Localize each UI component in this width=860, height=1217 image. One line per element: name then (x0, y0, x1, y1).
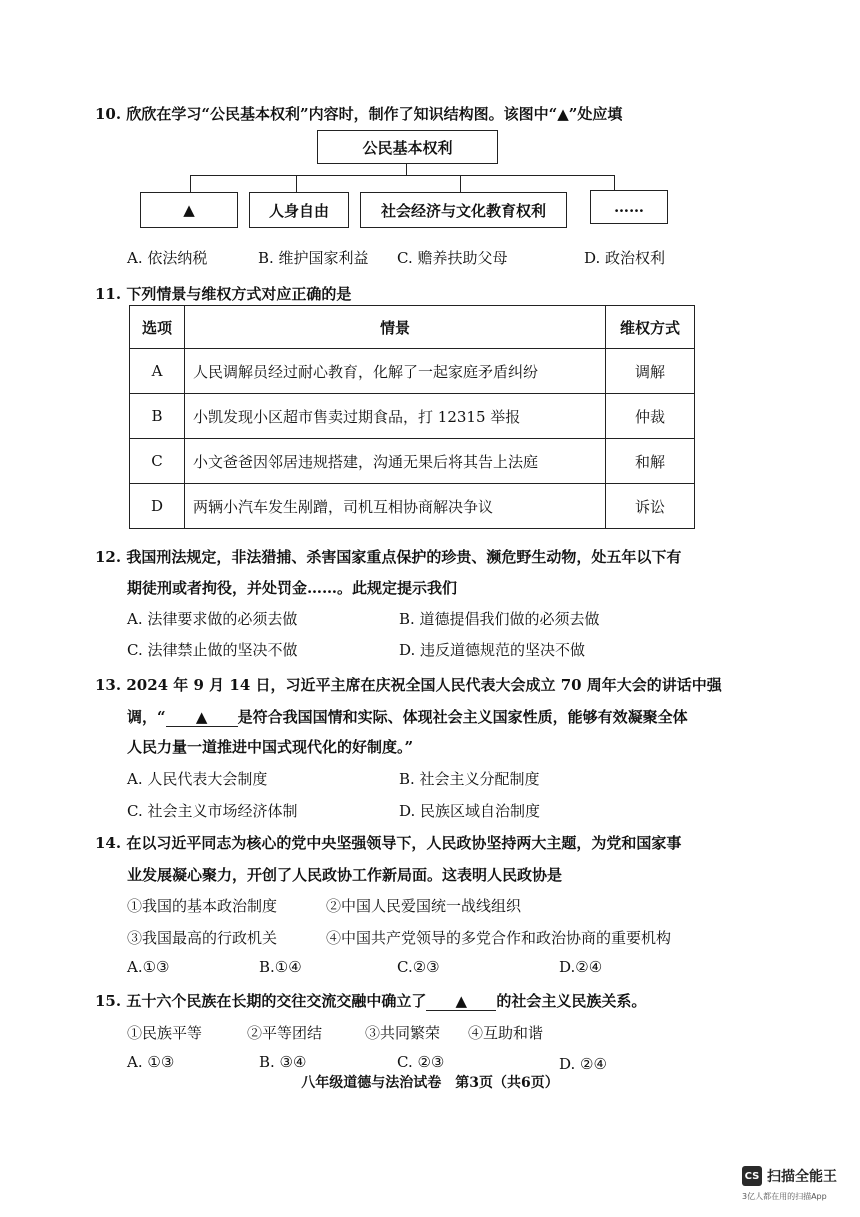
diagram-child-personal-freedom: 人身自由 (249, 192, 349, 228)
q14-stem-line2: 业发展凝心聚力，开创了人民政协工作新局面。这表明人民政协是 (127, 866, 563, 884)
q14-item-3: ③我国最高的行政机关 (127, 929, 278, 947)
table-row (130, 349, 695, 394)
table-cell-option: A (130, 349, 185, 394)
table-cell-method: 和解 (606, 439, 695, 484)
table-cell-method: 诉讼 (606, 484, 695, 529)
q11-table (129, 305, 695, 529)
q10-stem: 10. 欣欣在学习“公民基本权利”内容时，制作了知识结构图。该图中“▲”处应填 (95, 105, 623, 123)
q10-option-d: D. 政治权利 (584, 249, 666, 267)
q14-option-b: B.①④ (259, 958, 302, 976)
table-cell-scene: 两辆小汽车发生剐蹭，司机互相协商解决争议 (185, 484, 606, 529)
q13-stem-post: 是符合我国国情和实际、体现社会主义国家性质，能够有效凝聚全体 (237, 708, 688, 726)
table-cell-method: 调解 (606, 349, 695, 394)
table-cell-scene: 小凯发现小区超市售卖过期食品，打 12315 举报 (185, 394, 606, 439)
table-cell-method: 仲裁 (606, 394, 695, 439)
q14-stem-line1: 14. 在以习近平同志为核心的党中央坚强领导下，人民政协坚持两大主题，为党和国家事 (95, 834, 682, 852)
table-header-scene: 情景 (185, 306, 606, 349)
q14-option-c: C.②③ (397, 958, 440, 976)
q15-stem (95, 990, 646, 1011)
q15-item-3: ③共同繁荣 (365, 1024, 441, 1042)
diagram-root: 公民基本权利 (317, 130, 498, 164)
q13-option-b: B. 社会主义分配制度 (399, 770, 540, 788)
table-cell-option: C (130, 439, 185, 484)
table-header-row (130, 306, 695, 349)
table-cell-scene: 小文爸爸因邻居违规搭建，沟通无果后将其告上法庭 (185, 439, 606, 484)
q15-item-1: ①民族平等 (127, 1024, 203, 1042)
camscanner-logo-icon: CS (742, 1166, 762, 1186)
q14-item-4: ④中国共产党领导的多党合作和政治协商的重要机构 (326, 929, 672, 947)
q15-option-b: B. ③④ (259, 1053, 307, 1071)
table-cell-option: D (130, 484, 185, 529)
q12-stem-line1: 12. 我国刑法规定，非法猎捕、杀害国家重点保护的珍贵、濒危野生动物，处五年以下有 (95, 548, 682, 566)
q12-option-d: D. 违反道德规范的坚决不做 (399, 641, 586, 659)
table-cell-option: B (130, 394, 185, 439)
table-header-option: 选项 (130, 306, 185, 349)
table-row (130, 484, 695, 529)
diagram-connector (190, 175, 191, 192)
q13-option-a: A. 人民代表大会制度 (127, 770, 268, 788)
q15-blank: ▲ (426, 992, 496, 1011)
q14-option-a: A.①③ (127, 958, 170, 976)
q12-option-a: A. 法律要求做的必须去做 (127, 610, 298, 628)
q12-option-b: B. 道德提倡我们做的必须去做 (399, 610, 600, 628)
q14-item-1: ①我国的基本政治制度 (127, 897, 278, 915)
diagram-connector (406, 163, 407, 175)
table-cell-scene: 人民调解员经过耐心教育，化解了一起家庭矛盾纠纷 (185, 349, 606, 394)
q15-stem-pre: 15. 五十六个民族在长期的交往交流交融中确立了 (95, 992, 427, 1010)
diagram-child-socioeconomic-rights: 社会经济与文化教育权利 (360, 192, 567, 228)
q10-option-a: A. 依法纳税 (127, 249, 208, 267)
q13-option-d: D. 民族区域自治制度 (399, 802, 541, 820)
q15-item-2: ②平等团结 (247, 1024, 323, 1042)
q13-stem-line2 (127, 706, 688, 727)
q15-option-d: D. ②④ (559, 1055, 607, 1073)
table-row (130, 439, 695, 484)
q13-stem-line1: 13. 2024 年 9 月 14 日，习近平主席在庆祝全国人民代表大会成立 70 周年大会的讲话中强 (95, 676, 722, 694)
scanner-watermark (742, 1166, 837, 1186)
q13-stem-line3: 人民力量一道推进中国式现代化的好制度。” (127, 738, 414, 756)
q15-stem-post: 的社会主义民族关系。 (496, 992, 647, 1010)
q13-option-c: C. 社会主义市场经济体制 (127, 802, 298, 820)
q12-stem-line2: 期徒刑或者拘役，并处罚金……。此规定提示我们 (127, 579, 458, 597)
table-header-method: 维权方式 (606, 306, 695, 349)
q10-option-b: B. 维护国家利益 (258, 249, 369, 267)
scanner-tagline: 3亿人都在用的扫描App (742, 1192, 827, 1201)
scanner-app-name: 扫描全能王 (767, 1169, 837, 1185)
diagram-connector (460, 175, 461, 192)
q14-option-d: D.②④ (559, 958, 603, 976)
q13-blank: ▲ (166, 708, 238, 727)
q11-stem: 11. 下列情景与维权方式对应正确的是 (95, 285, 352, 303)
q13-stem-pre: 调，“ (127, 708, 166, 726)
diagram-connector (190, 175, 614, 176)
q10-option-c: C. 赡养扶助父母 (397, 249, 508, 267)
q15-option-a: A. ①③ (127, 1053, 175, 1071)
q15-option-c: C. ②③ (397, 1053, 445, 1071)
q14-item-2: ②中国人民爱国统一战线组织 (326, 897, 522, 915)
q12-option-c: C. 法律禁止做的坚决不做 (127, 641, 298, 659)
diagram-child-ellipsis: …… (590, 190, 668, 224)
q15-item-4: ④互助和谐 (468, 1024, 544, 1042)
diagram-child-blank: ▲ (140, 192, 238, 228)
page-footer: 八年级道德与法治试卷 第3页（共6页） (301, 1075, 559, 1091)
table-row (130, 394, 695, 439)
diagram-connector (296, 175, 297, 192)
